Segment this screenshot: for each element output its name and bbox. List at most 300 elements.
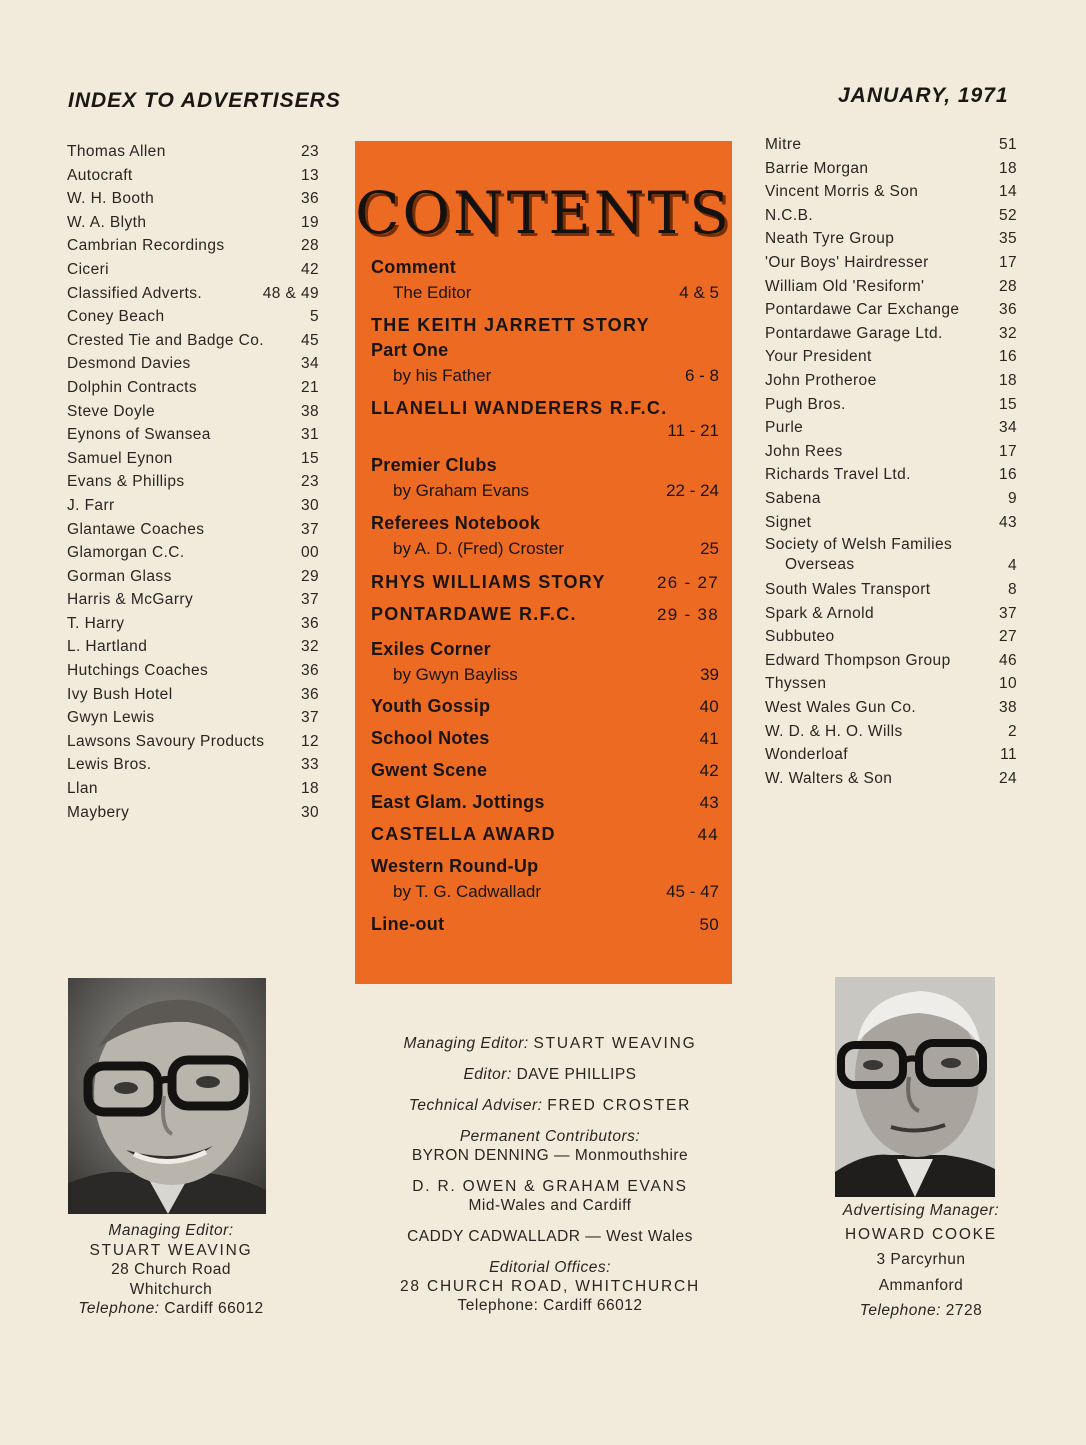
contents-heading <box>371 637 719 662</box>
credit-managing-editor <box>365 1034 735 1053</box>
advertiser-name-text: Desmond Davies <box>67 355 191 373</box>
contents-item <box>371 822 719 847</box>
advertiser-name-text: John Protheroe <box>765 371 877 389</box>
contents-heading-text: CASTELLA AWARD <box>371 824 556 844</box>
caption-address-2: Ammanford <box>878 1276 964 1294</box>
contents-item <box>371 790 719 815</box>
advertiser-name <box>67 376 197 400</box>
advertiser-name-text: Evans & Phillips <box>67 473 185 491</box>
contents-heading <box>371 602 719 627</box>
advertiser-page: 23 <box>300 473 319 491</box>
advertiser-name-text: South Wales Transport <box>765 581 931 599</box>
advertiser-row <box>765 534 1017 578</box>
advertiser-name-text: Steve Doyle <box>67 402 155 420</box>
advertiser-page: 28 <box>300 237 319 255</box>
contents-heading-text: Exiles Corner <box>371 639 491 659</box>
advertiser-row <box>67 164 319 188</box>
advertiser-row <box>765 625 1017 649</box>
advertiser-name-text: Harris & McGarry <box>67 591 194 609</box>
portrait-man-glasses <box>68 978 266 1214</box>
advertiser-row <box>67 801 319 825</box>
advertiser-name-text: Edward Thompson Group <box>765 651 951 669</box>
advertiser-page: 43 <box>998 513 1017 531</box>
advertiser-name-text: Lewis Bros. <box>67 756 152 774</box>
advertiser-name-text: Lawsons Savoury Products <box>67 732 265 750</box>
advertiser-row <box>765 649 1017 673</box>
advertiser-name <box>67 423 211 447</box>
advertiser-page: 37 <box>300 591 319 609</box>
advertiser-name <box>67 329 264 353</box>
advertiser-row <box>67 541 319 565</box>
advertiser-name-text: Richards Travel Ltd. <box>765 466 911 484</box>
advertiser-row <box>67 140 319 164</box>
contents-byline-text: by A. D. (Fred) Croster <box>393 539 564 558</box>
advertiser-name-text: Cambrian Recordings <box>67 237 225 255</box>
advertiser-page: 12 <box>300 732 319 750</box>
advertiser-page: 35 <box>998 230 1017 248</box>
advertiser-page: 45 <box>300 331 319 349</box>
advertiser-name <box>67 706 155 730</box>
advertiser-page: 14 <box>998 183 1017 201</box>
advertiser-name <box>765 157 868 181</box>
advertiser-name <box>765 535 952 575</box>
caption-telephone <box>60 1299 282 1319</box>
advertiser-page: 19 <box>300 213 319 231</box>
advertiser-row <box>765 696 1017 720</box>
advertiser-name <box>765 672 826 696</box>
contents-heading <box>371 453 719 478</box>
contents-byline-text: by T. G. Cadwalladr <box>393 882 542 901</box>
contents-item <box>371 854 719 904</box>
advertiser-name <box>67 352 191 376</box>
contents-heading-text: PONTARDAWE R.F.C. <box>371 604 577 624</box>
advertiser-name-text: Thomas Allen <box>67 143 166 160</box>
advertiser-name <box>67 258 109 282</box>
contents-page: 40 <box>699 697 719 716</box>
credit-technical-adviser <box>365 1096 735 1115</box>
advertiser-name <box>67 282 202 306</box>
advertiser-name <box>765 416 803 440</box>
advertiser-page: 32 <box>300 638 319 656</box>
advertiser-page: 10 <box>998 675 1017 693</box>
advertiser-name-text: Maybery <box>67 803 130 821</box>
advertiser-name <box>67 187 154 211</box>
advertiser-row <box>67 494 319 518</box>
contents-heading <box>371 570 719 595</box>
advertiser-page: 30 <box>300 803 319 821</box>
contents-byline <box>371 478 719 503</box>
advertiser-row <box>765 463 1017 487</box>
advertiser-row <box>765 204 1017 228</box>
advertiser-row <box>765 298 1017 322</box>
advertiser-name <box>765 440 843 464</box>
advertiser-name-text: Pontardawe Garage Ltd. <box>765 324 943 342</box>
advertiser-name-text: Signet <box>765 513 812 531</box>
advertiser-name-text: Wonderloaf <box>765 746 848 764</box>
advertiser-name <box>67 400 155 424</box>
advertiser-row <box>67 447 319 471</box>
advertiser-row <box>67 258 319 282</box>
credit-contributor-3: CADDY CADWALLADR — West Wales <box>407 1228 693 1245</box>
advertiser-row <box>765 322 1017 346</box>
advertiser-name <box>67 164 133 188</box>
advertiser-name <box>765 720 903 744</box>
contents-page: 25 <box>700 539 719 558</box>
advertiser-row <box>67 352 319 376</box>
advertiser-name <box>765 322 943 346</box>
advertiser-name <box>67 659 208 683</box>
advertiser-row <box>67 211 319 235</box>
contents-page: 41 <box>699 729 719 748</box>
contents-heading-line-2: Part One <box>371 340 449 360</box>
managing-editor-caption <box>60 1221 282 1319</box>
advertiser-name-text: Autocraft <box>67 166 133 184</box>
credit-offices-label: Editorial Offices: <box>489 1259 611 1276</box>
advertiser-name-text: Eynons of Swansea <box>67 426 211 444</box>
advertiser-row <box>765 672 1017 696</box>
advertiser-page: 29 <box>300 567 319 585</box>
advertiser-name <box>67 730 264 754</box>
advertiser-row <box>67 588 319 612</box>
contents-byline <box>371 280 719 305</box>
contents-heading-text: School Notes <box>371 728 490 748</box>
advertiser-page: 33 <box>300 756 319 774</box>
contents-heading-text: Premier Clubs <box>371 455 497 475</box>
contents-page: 44 <box>697 825 719 844</box>
advertiser-row <box>765 369 1017 393</box>
contents-title: CONTENTS <box>355 179 732 247</box>
advertiser-name <box>765 625 835 649</box>
advertiser-page: 00 <box>300 544 319 562</box>
advertiser-row <box>765 275 1017 299</box>
contents-byline <box>371 879 719 904</box>
advertiser-name <box>67 211 146 235</box>
caption-name: STUART WEAVING <box>89 1241 253 1259</box>
advertiser-name <box>765 649 951 673</box>
advertiser-row <box>765 416 1017 440</box>
credit-value: STUART WEAVING <box>533 1035 697 1052</box>
advertiser-page: 16 <box>998 466 1017 484</box>
advertiser-name-text: Llan <box>67 780 98 798</box>
advertiser-name-text: Spark & Arnold <box>765 604 874 622</box>
advertiser-name <box>765 743 848 767</box>
advertiser-name-text: N.C.B. <box>765 206 814 224</box>
contents-heading-text: East Glam. Jottings <box>371 792 545 812</box>
telephone-number: Cardiff 66012 <box>164 1300 264 1317</box>
credit-value: DAVE PHILLIPS <box>516 1066 637 1083</box>
advertiser-name-continued: Overseas <box>785 556 855 574</box>
advertiser-row <box>765 720 1017 744</box>
contents-item <box>371 726 719 751</box>
contents-item <box>371 758 719 783</box>
advertiser-page: 34 <box>300 355 319 373</box>
advertiser-row <box>765 487 1017 511</box>
contents-heading-text: RHYS WILLIAMS STORY <box>371 572 606 592</box>
advertiser-name <box>67 541 185 565</box>
contents-page: 50 <box>699 915 719 934</box>
advertiser-row <box>67 753 319 777</box>
advertiser-name <box>765 578 930 602</box>
advertiser-name <box>67 140 166 164</box>
credit-contributor-1: BYRON DENNING — Monmouthshire <box>411 1147 689 1164</box>
advertiser-name <box>67 447 173 471</box>
contents-byline <box>371 662 719 687</box>
advertiser-name <box>67 612 124 636</box>
contents-heading <box>371 511 719 536</box>
masthead-credits <box>365 1034 735 1315</box>
advertiser-name-text: W. H. Booth <box>67 190 155 208</box>
advertiser-row <box>765 743 1017 767</box>
advertiser-name-text: Hutchings Coaches <box>67 662 209 680</box>
advertiser-page: 18 <box>998 371 1017 389</box>
contents-item <box>371 694 719 719</box>
advertiser-page: 16 <box>998 348 1017 366</box>
contents-heading-text: THE KEITH JARRETT STORY <box>371 315 650 335</box>
advertiser-name-text: Your President <box>765 348 872 366</box>
advertiser-row <box>765 133 1017 157</box>
contents-panel <box>355 141 732 984</box>
advertiser-page: 9 <box>1007 489 1017 507</box>
advertiser-row <box>67 612 319 636</box>
advertiser-name-text: Barrie Morgan <box>765 159 869 177</box>
contents-item <box>371 912 719 937</box>
contents-heading <box>371 822 719 847</box>
advertiser-name <box>67 305 164 329</box>
caption-address-1: 3 Parcyrhun <box>876 1250 966 1268</box>
advertiser-name-text: John Rees <box>765 442 843 460</box>
advertiser-page: 46 <box>998 651 1017 669</box>
telephone-label: Telephone: <box>859 1301 941 1319</box>
caption-address-1: 28 Church Road <box>111 1261 231 1278</box>
advertiser-row <box>765 578 1017 602</box>
advertiser-page: 51 <box>998 136 1017 153</box>
advertiser-name-text: W. Walters & Son <box>765 769 893 787</box>
contents-heading <box>371 396 719 421</box>
advertiser-page: 52 <box>998 206 1017 224</box>
advertiser-name <box>67 777 98 801</box>
telephone-number: 2728 <box>945 1301 983 1319</box>
advertiser-name <box>765 463 911 487</box>
contents-byline-text: by Graham Evans <box>393 481 530 500</box>
advertiser-name <box>67 683 173 707</box>
contents-byline-text: by Gwyn Bayliss <box>393 665 518 684</box>
advertiser-name-text: William Old 'Resiform' <box>765 277 925 295</box>
caption-role: Managing Editor: <box>108 1222 234 1239</box>
contents-item <box>371 453 719 503</box>
contents-page: 39 <box>700 665 719 684</box>
advertiser-row <box>67 400 319 424</box>
contents-page: 22 - 24 <box>666 481 719 500</box>
contents-page: 26 - 27 <box>656 573 719 592</box>
telephone-label: Telephone: <box>78 1300 160 1317</box>
advertiser-name-text: Society of Welsh Families <box>765 536 953 554</box>
advertising-manager-caption <box>826 1201 1016 1323</box>
contents-page: 42 <box>699 761 719 780</box>
advertiser-page: 15 <box>300 449 319 467</box>
advertiser-name <box>765 602 874 626</box>
advertiser-row <box>67 470 319 494</box>
advertiser-name <box>67 801 129 825</box>
advertiser-row <box>67 777 319 801</box>
advertiser-name-text: Purle <box>765 419 804 437</box>
advertiser-name <box>765 393 846 417</box>
contents-heading <box>371 255 719 280</box>
advertiser-page: 18 <box>998 159 1017 177</box>
advertiser-page: 17 <box>998 442 1017 460</box>
advertiser-page: 15 <box>998 395 1017 413</box>
contents-heading <box>371 694 719 719</box>
advertiser-name <box>765 511 811 535</box>
advertiser-name <box>765 369 877 393</box>
contents-heading <box>371 758 719 783</box>
advertiser-page: 36 <box>300 614 319 632</box>
advertiser-name <box>765 275 924 299</box>
credit-offices-telephone: Telephone: Cardiff 66012 <box>457 1297 643 1314</box>
contents-item <box>371 313 719 388</box>
advertiser-name-text: L. Hartland <box>67 638 148 656</box>
advertiser-row <box>67 730 319 754</box>
contents-heading <box>371 726 719 751</box>
advertiser-name <box>765 133 801 157</box>
advertiser-name-text: Thyssen <box>765 675 827 693</box>
contents-heading-text: Western Round-Up <box>371 856 539 876</box>
advertiser-row <box>765 345 1017 369</box>
advertiser-page: 37 <box>300 520 319 538</box>
advertiser-name-text: Mitre <box>765 136 802 153</box>
advertiser-page: 13 <box>300 166 319 184</box>
advertiser-row <box>765 157 1017 181</box>
advertiser-name <box>67 588 193 612</box>
contents-item <box>371 511 719 561</box>
contents-page: 29 - 38 <box>656 605 719 624</box>
caption-address-2: Whitchurch <box>129 1280 213 1298</box>
advertiser-page: 36 <box>300 190 319 208</box>
contents-heading-text: Comment <box>371 257 457 277</box>
advertiser-page: 21 <box>300 378 319 396</box>
advertiser-name-text: Glantawe Coaches <box>67 520 205 538</box>
credit-value: FRED CROSTER <box>547 1097 692 1114</box>
advertiser-page: 30 <box>300 496 319 514</box>
advertiser-page: 5 <box>309 308 319 326</box>
contents-item <box>371 396 719 441</box>
advertiser-name <box>67 635 147 659</box>
advertiser-name-text: 'Our Boys' Hairdresser <box>765 253 929 271</box>
advertiser-name <box>67 518 204 542</box>
advertiser-row <box>67 706 319 730</box>
contents-byline <box>371 363 719 388</box>
advertiser-row <box>765 180 1017 204</box>
contents-page: 43 <box>699 793 719 812</box>
contents-heading <box>371 854 719 879</box>
advertiser-name-text: Gwyn Lewis <box>67 709 155 727</box>
advertiser-row <box>67 282 319 306</box>
credit-label: Technical Adviser: <box>408 1097 543 1114</box>
caption-telephone <box>826 1299 1016 1323</box>
contents-item <box>371 602 719 627</box>
advertiser-row <box>67 518 319 542</box>
advertiser-name-text: Pontardawe Car Exchange <box>765 301 960 319</box>
advertiser-name <box>67 753 152 777</box>
contents-heading-text: Gwent Scene <box>371 760 488 780</box>
advertiser-name-text: Glamorgan C.C. <box>67 544 185 562</box>
advertiser-page: 18 <box>300 780 319 798</box>
advertiser-name <box>765 180 918 204</box>
advertiser-row <box>67 423 319 447</box>
advertiser-name-text: T. Harry <box>67 614 125 632</box>
advertiser-row <box>765 602 1017 626</box>
contents-heading-text: Youth Gossip <box>371 696 491 716</box>
credit-label: Managing Editor: <box>403 1035 529 1052</box>
advertiser-page: 27 <box>998 628 1017 646</box>
advertiser-page: 11 <box>1000 746 1017 764</box>
contents-heading <box>371 313 719 338</box>
advertiser-name <box>67 470 185 494</box>
advertiser-page: 36 <box>300 685 319 703</box>
advertiser-name <box>765 298 959 322</box>
advertiser-row <box>765 767 1017 791</box>
advertiser-name <box>67 494 115 518</box>
advertiser-name-text: Ciceri <box>67 260 110 278</box>
advertiser-row <box>67 683 319 707</box>
advertiser-name-text: Pugh Bros. <box>765 395 846 413</box>
advertiser-name-text: Gorman Glass <box>67 567 172 585</box>
credit-offices-address: 28 CHURCH ROAD, WHITCHURCH <box>400 1278 700 1295</box>
contents-heading-text: LLANELLI WANDERERS R.F.C. <box>371 398 668 418</box>
advertiser-row <box>67 659 319 683</box>
contents-page: 45 - 47 <box>666 882 719 901</box>
advertiser-row <box>67 305 319 329</box>
advertiser-name-text: Subbuteo <box>765 628 835 646</box>
advertiser-page: 31 <box>300 426 319 444</box>
contents-item <box>371 637 719 687</box>
advertiser-page: 4 <box>1007 557 1017 575</box>
advertiser-name <box>765 696 916 720</box>
contents-heading <box>371 790 719 815</box>
advertiser-name-text: J. Farr <box>67 496 115 514</box>
advertiser-page: 32 <box>998 324 1017 342</box>
advertiser-page: 38 <box>998 699 1017 717</box>
portrait-older-man-glasses <box>835 977 995 1197</box>
advertiser-name <box>67 234 225 258</box>
contents-page: 11 - 21 <box>667 421 719 440</box>
advertiser-list-right <box>765 133 1017 790</box>
advertising-manager-photo <box>835 977 995 1197</box>
advertiser-page: 8 <box>1007 581 1017 599</box>
advertiser-row <box>67 376 319 400</box>
advertiser-name-text: Sabena <box>765 489 821 507</box>
advertiser-page: 37 <box>998 604 1017 622</box>
advertiser-row <box>67 187 319 211</box>
advertiser-row <box>67 234 319 258</box>
advertiser-page: 2 <box>1007 722 1017 740</box>
advertiser-name-text: W. A. Blyth <box>67 213 147 231</box>
caption-name: HOWARD COOKE <box>845 1225 997 1243</box>
advertiser-row <box>765 251 1017 275</box>
contents-heading-text: Line-out <box>371 914 445 934</box>
advertiser-name-text: Dolphin Contracts <box>67 378 197 396</box>
advertiser-row <box>765 227 1017 251</box>
advertiser-name <box>765 487 821 511</box>
credit-contributor-2-region: Mid-Wales and Cardiff <box>468 1197 632 1214</box>
issue-date: JANUARY, 1971 <box>838 84 1009 107</box>
contents-byline-text: The Editor <box>393 283 472 302</box>
contents-item <box>371 255 719 305</box>
contents-page: 4 & 5 <box>679 283 719 302</box>
advertiser-name-text: W. D. & H. O. Wills <box>765 722 903 740</box>
advertiser-row <box>67 635 319 659</box>
contents-heading <box>371 912 719 937</box>
advertiser-page: 38 <box>300 402 319 420</box>
